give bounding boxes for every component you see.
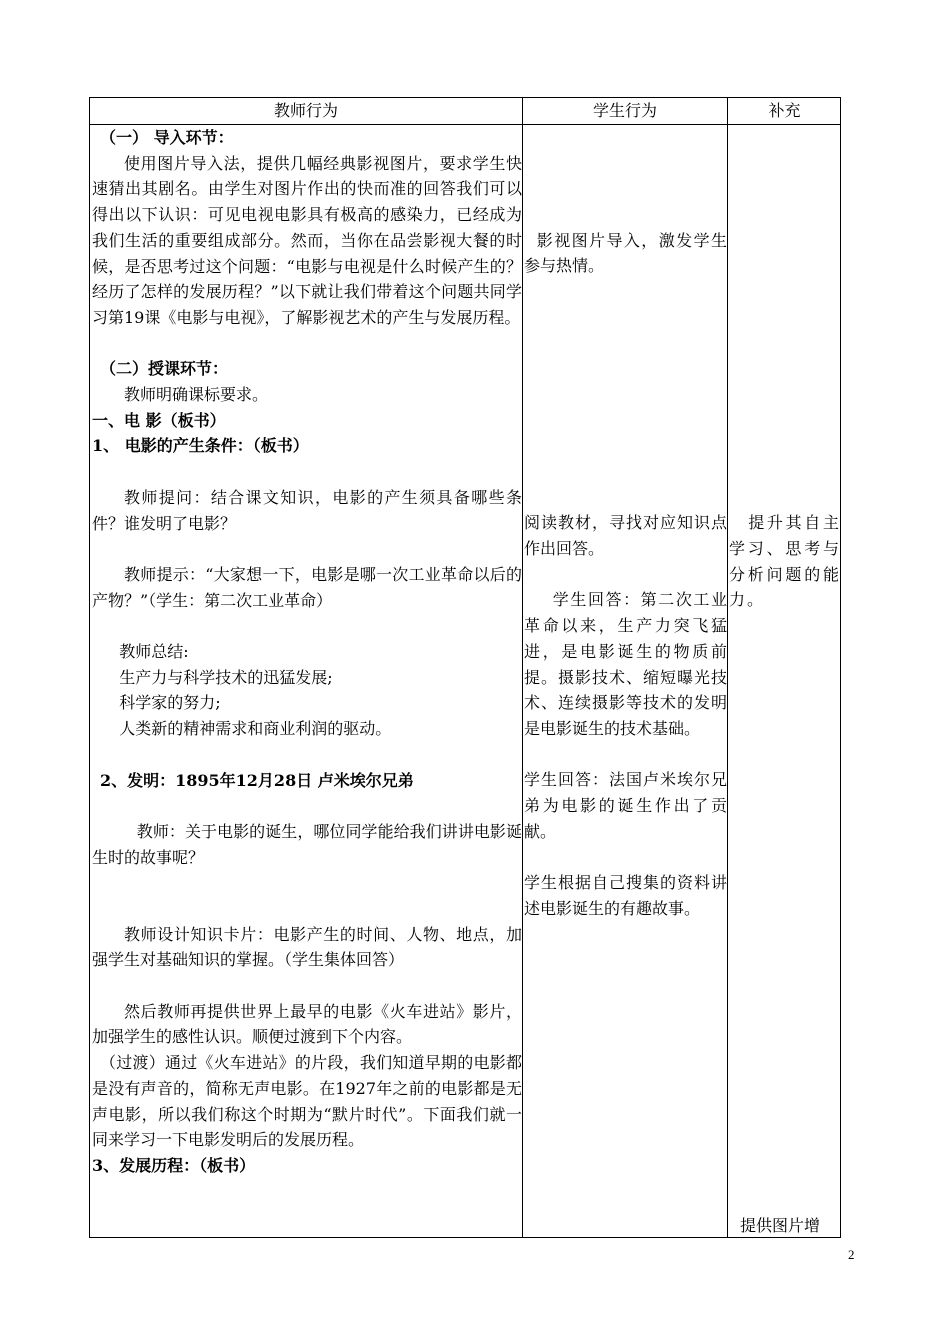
header-teacher: 教师行为 [273, 101, 338, 120]
teacher-paragraph: 教师设计知识卡片：电影产生的时间、人物、地点，加强学生对基础知识的掌握。（学生集体回答） [92, 924, 522, 970]
teacher-paragraph: 使用图片导入法，提供几幅经典影视图片，要求学生快速猜出其剧名。由学生对图片作出的快而准的回答我们可以得出以下认识：可见电视电影具有极高的感染力，已经成为我们生活的重要组成部分。然而，当你在品尝影视大餐的时候，是否思考过这个问题：“电影与电视是什么时候产生的？经历了怎样的发展历程？”以下就让我们带着这个问题共同学习第19课《电影与电视》，了解影视艺术的产生与发展历程。 [92, 153, 522, 327]
lesson-table [89, 97, 841, 1238]
header-student: 学生行为 [592, 101, 657, 120]
teacher-paragraph: 教师：关于电影的诞生，哪位同学能给我们讲讲电影诞生时的故事呢？ [92, 821, 522, 867]
page-number: 2 [848, 1247, 855, 1262]
teacher-paragraph: 教师明确课标要求。 [124, 385, 269, 405]
section-intro-heading: （一） 导入环节： [100, 128, 234, 147]
student-paragraph: 学生根据自己搜集的资料讲述电影诞生的有趣故事。 [524, 873, 727, 918]
subtopic-heading: 2、发明：1895年12月28日 卢米埃尔兄弟 [100, 770, 414, 790]
summary-item: 科学家的努力; [119, 693, 221, 713]
teacher-paragraph: 教师提问：结合课文知识，电影的产生须具备哪些条件？谁发明了电影？ [92, 487, 522, 533]
summary-item: 生产力与科学技术的迅猛发展; [119, 667, 333, 687]
subtopic-heading: 3、发展历程：（板书） [92, 1155, 256, 1175]
column-divider [522, 98, 523, 1237]
teacher-paragraph: 然后教师再提供世界上最早的电影《火车进站》影片，加强学生的感性认识。顺便过渡到下个内容。 [92, 1001, 522, 1047]
student-paragraph: 影视图片导入，激发学生参与热情。 [524, 230, 727, 276]
header-notes: 补充 [768, 101, 801, 120]
teacher-paragraph: 教师提示：“大家想一下，电影是哪一次工业革命以后的产物？”（学生：第二次工业革命） [92, 564, 522, 610]
notes-paragraph: 提供图片增 [740, 1216, 821, 1235]
notes-paragraph: 提升其自主学习、思考与分析问题的能力。 [729, 513, 841, 610]
subtopic-heading: 1、 电影的产生条件：（板书） [92, 436, 309, 456]
student-cell [524, 125, 727, 922]
student-paragraph: 学生回答：法国卢米埃尔兄弟为电影的诞生作出了贡献。 [524, 770, 727, 841]
section-teaching-heading: （二）授课环节： [100, 359, 229, 379]
topic-heading: 一、电 影（板书） [92, 410, 226, 430]
summary-item: 人类新的精神需求和商业利润的驱动。 [119, 719, 392, 739]
column-divider [727, 98, 728, 1237]
student-paragraph: 阅读教材，寻找对应知识点作出回答。 [524, 513, 727, 559]
teacher-paragraph: （过渡）通过《火车进站》的片段，我们知道早期的电影都是没有声音的，简称无声电影。在1927年之前的电影都是无声电影，所以我们称这个时期为“默片时代”。下面我们就一同来学习一下电影发明后的发展历程。 [92, 1053, 522, 1150]
notes-cell [729, 125, 841, 613]
teacher-paragraph: 教师总结: [119, 642, 189, 661]
teacher-cell [92, 125, 522, 1179]
student-paragraph: 学生回答：第二次工业革命以来，生产力突飞猛进，是电影诞生的物质前提。摄影技术、缩短曝光技术、连续摄影等技术的发明是电影诞生的技术基础。 [524, 590, 727, 738]
